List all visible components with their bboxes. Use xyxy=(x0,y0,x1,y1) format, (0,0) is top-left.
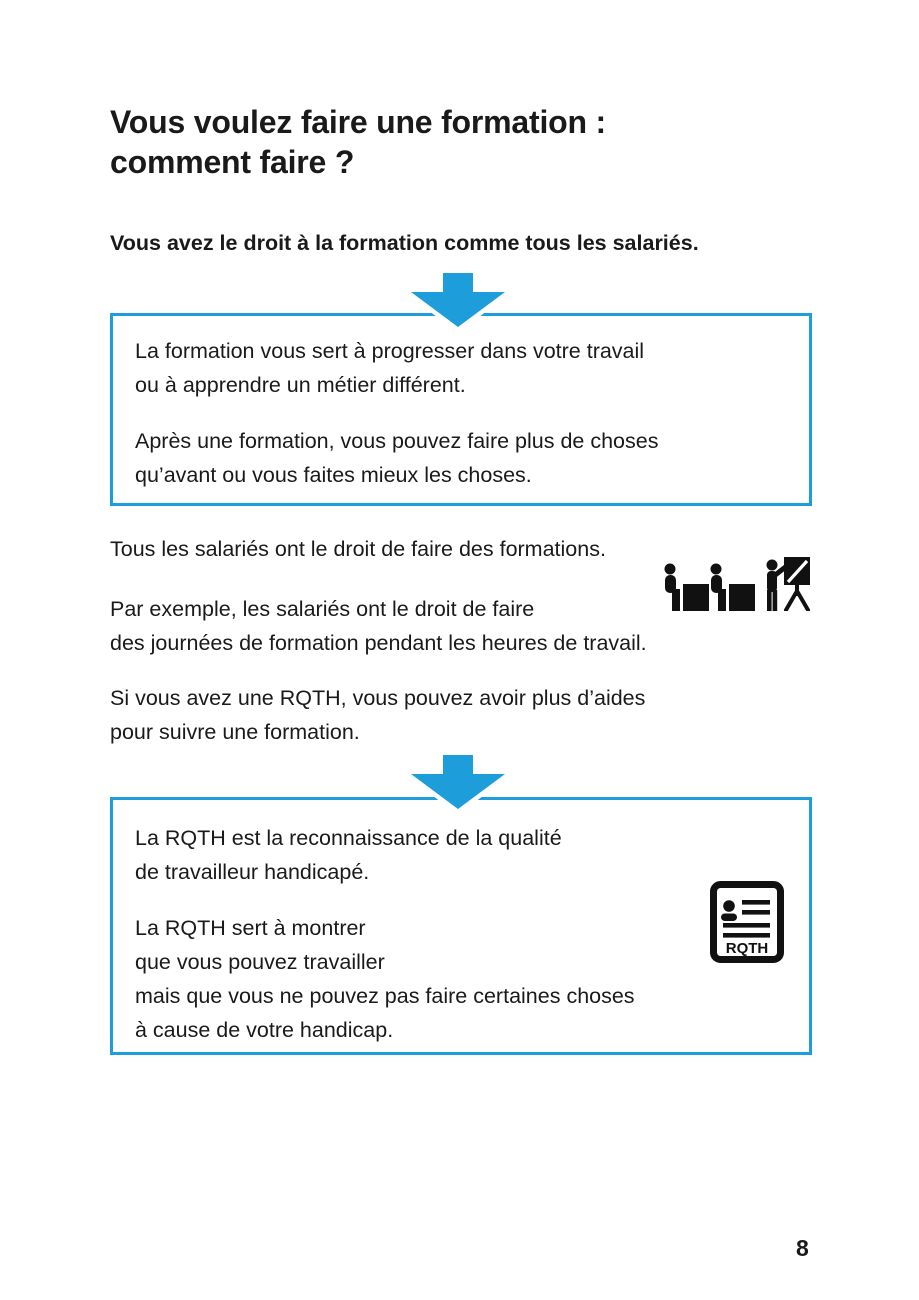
text-line: Tous les salariés ont le droit de faire des formations. xyxy=(110,537,606,561)
rqth-card-label: RQTH xyxy=(725,940,769,957)
intro-paragraph: Vous avez le droit à la formation comme tous les salariés. xyxy=(110,231,699,255)
down-arrow-icon xyxy=(403,265,513,335)
presentation-board-icon xyxy=(784,557,810,610)
paragraph-par-exemple xyxy=(110,592,647,660)
text-line: mais que vous ne pouvez pas faire certaines choses xyxy=(135,984,635,1008)
page-title-line-1: Vous voulez faire une formation : xyxy=(110,104,606,140)
text-line: à cause de votre handicap. xyxy=(135,1018,394,1042)
text-line: des journées de formation pendant les heures de travail. xyxy=(110,631,647,655)
text-line: La RQTH est la reconnaissance de la qualité xyxy=(135,826,562,850)
page-number: 8 xyxy=(796,1235,809,1261)
down-arrow-icon xyxy=(403,747,513,817)
text-line: Après une formation, vous pouvez faire plus de choses xyxy=(135,429,659,453)
paragraph-rqth-purpose xyxy=(135,911,787,1047)
student-icon xyxy=(665,564,710,612)
text-line: Si vous avez une RQTH, vous pouvez avoir plus d’aides xyxy=(110,686,646,710)
page-title xyxy=(110,102,606,182)
paragraph-formation-benefits xyxy=(135,334,787,402)
text-line: pour suivre une formation. xyxy=(110,720,360,744)
paragraph-after-formation xyxy=(135,424,787,492)
paragraph-tous-salaries xyxy=(110,532,606,566)
paragraph-rqth-definition xyxy=(135,821,787,889)
text-line: que vous pouvez travailler xyxy=(135,950,385,974)
text-line: La formation vous sert à progresser dans votre travail xyxy=(135,339,645,363)
callout-box-formation xyxy=(110,313,812,506)
student-icon xyxy=(711,564,756,612)
page-title-line-2: comment faire ? xyxy=(110,144,355,180)
classroom-training-icon xyxy=(662,557,810,611)
text-line: La RQTH sert à montrer xyxy=(135,916,366,940)
paragraph-si-rqth xyxy=(110,681,645,749)
text-line: de travailleur handicapé. xyxy=(135,860,370,884)
text-line: qu’avant ou vous faites mieux les choses. xyxy=(135,463,532,487)
text-line: ou à apprendre un métier différent. xyxy=(135,373,466,397)
text-line: Par exemple, les salariés ont le droit de faire xyxy=(110,597,535,621)
callout-box-rqth xyxy=(110,797,812,1055)
rqth-card-icon xyxy=(710,881,784,963)
